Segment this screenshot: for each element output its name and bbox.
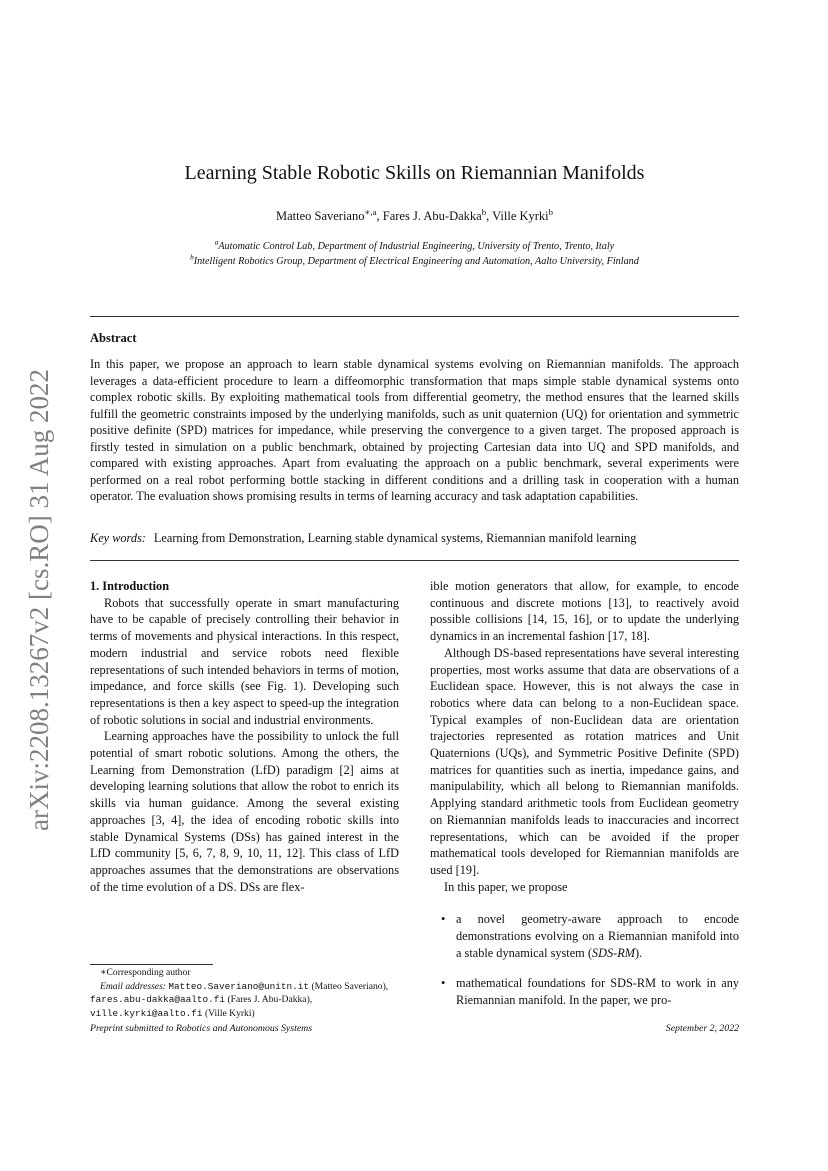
footnote-emails: Email addresses: Matteo.Saveriano@unitn.it (Matteo Saveriano), fares.abu-dakka@aalto.fi (Fares J. Abu-Dakka), ville.kyrki@aalto.fi (Ville Kyrki) — [90, 980, 389, 1019]
author-name: Ville Kyrki — [492, 209, 549, 223]
email-link[interactable]: Matteo.Saveriano@unitn.it — [168, 980, 310, 992]
abstract-heading: Abstract — [90, 331, 137, 345]
paper-title: Learning Stable Robotic Skills on Riemannian Manifolds — [184, 162, 645, 184]
footnote-rule — [90, 964, 213, 965]
affiliation-a: $^a$Automatic Control Lab, Department of Industrial Engineering, University of Trento, Trento, Italy — [214, 238, 615, 252]
keywords-list: Learning from Demonstration, Learning stable dynamical systems, Riemannian manifold learning — [153, 531, 637, 545]
arxiv-identifier: arXiv:2208.13267v2 [cs.RO] 31 Aug 2022 — [24, 369, 54, 831]
paragraph: Although DS-based representations have several interesting properties, most works assume that data are observations of a Euclidean space. However, this is not always the case in robotics where data can belong to a non-Euclidean space. Typical examples of non-Euclidean data are orientation trajectories represented as rotation matrices and Unit Quaternions (UQs), and Symmetric Positive Definite (SPD) matrices for quantities such as inertia, impedance gains, and manipulability, which all belong to Riemannian manifolds. Applying standard arithmetic tools from Euclidean geometry on Riemannian manifolds leads to inaccuracies and incorrect representations, which can be avoided if the proper mathematical tools developed for Riemannian manifolds are used [19]. — [430, 645, 739, 877]
author-list: Matteo Saveriano$^{∗,a}$, Fares J. Abu-Dakka$^b$, Ville Kyrki$^b$ — [275, 206, 554, 223]
keywords — [90, 531, 739, 546]
keywords-label: Key words: — [90, 531, 146, 545]
section-heading: 1. Introduction — [90, 579, 170, 593]
author-mark: ∗,a — [364, 206, 377, 217]
abstract-text: In this paper, we propose an approach to learn stable dynamical systems evolving on Riemannian manifolds. The approach leverages a data-efficient procedure to learn a diffeomorphic transformation that maps simple stable dynamical systems onto complex robotic skills. By exploiting mathematical tools from differential geometry, the method ensures that the learned skills fulfill the geometric constraints imposed by the underlying manifolds, such as unit quaternion (UQ) for orientation and symmetric positive definite (SPD) matrices for impedance, while preserving the convergence to a given target. The proposed approach is firstly tested in simulation on a public benchmark, obtained by projecting Cartesian data into UQ and SPD manifolds, and compared with existing approaches. Apart from evaluating the approach on a public benchmark, several experiments were performed on a real robot performing bottle stacking in different conditions and a drilling task in cooperation with a human operator. The evaluation shows promising results in terms of learning accuracy and task adaptation capabilities. — [90, 357, 739, 503]
footnote-corresponding: ∗Corresponding author — [100, 967, 191, 978]
paragraph: ible motion generators that allow, for example, to encode continuous and discrete motions [13], to reactively avoid possible collisions [14, 15, 16], or to update the underlying dynamics in an incremental fashion [17, 18]. — [430, 579, 739, 644]
author-name: Matteo Saveriano — [275, 209, 365, 223]
column-left — [90, 578, 399, 895]
author-mark: b — [548, 206, 554, 217]
email-link[interactable]: ville.kyrki@aalto.fi — [90, 1007, 203, 1019]
paragraph: Learning approaches have the possibility to unlock the full potential of smart robotic solutions. Among the others, the Learning from Demonstration (LfD) paradigm [2] aims at developing learning solutions that allow the robot to enrich its skills via human guidance. Among the several existing approaches [3, 4], the idea of encoding robotic skills into stable Dynamical Systems (DSs) has gained interest in the LfD community [5, 6, 7, 8, 9, 10, 11, 12]. This class of LfD approaches assumes that the demonstrations are observations of the time evolution of a DS. DSs are flex- — [90, 729, 399, 894]
affiliations — [90, 239, 739, 269]
author-name: Fares J. Abu-Dakka — [382, 209, 482, 223]
preprint-date: September 2, 2022 — [665, 1023, 739, 1034]
column-right — [430, 578, 739, 1023]
footnotes — [90, 966, 399, 1020]
contribution-list — [430, 911, 739, 1009]
author-mark: b — [481, 206, 487, 217]
list-item: • a novel geometry-aware approach to encode demonstrations evolving on a Riemannian manifold into a stable dynamical system (SDS-RM). — [430, 911, 739, 961]
email-link[interactable]: fares.abu-dakka@aalto.fi — [90, 994, 226, 1005]
divider-top — [90, 316, 739, 317]
affiliation-b: $^b$Intelligent Robotics Group, Department of Electrical Engineering and Automation, Aalto University, Finland — [190, 253, 639, 267]
list-item: • mathematical foundations for SDS-RM to work in any Riemannian manifold. In the paper, we pro- — [430, 975, 739, 1008]
divider-bottom — [90, 560, 739, 561]
paragraph: Robots that successfully operate in smart manufacturing have to be capable of precisely controlling their behavior in terms of movements and physical interactions. In this respect, modern industrial and service robots need flexible representations of such intended behaviors in terms of motion, impedance, and force skills (see Fig. 1). Developing such representations is then a key aspect to speed-up the integration of robotic solutions in social and industrial environments. — [90, 595, 399, 727]
paragraph: In this paper, we propose — [444, 879, 568, 894]
preprint-note: Preprint submitted to Robotics and Autonomous Systems — [90, 1023, 313, 1034]
